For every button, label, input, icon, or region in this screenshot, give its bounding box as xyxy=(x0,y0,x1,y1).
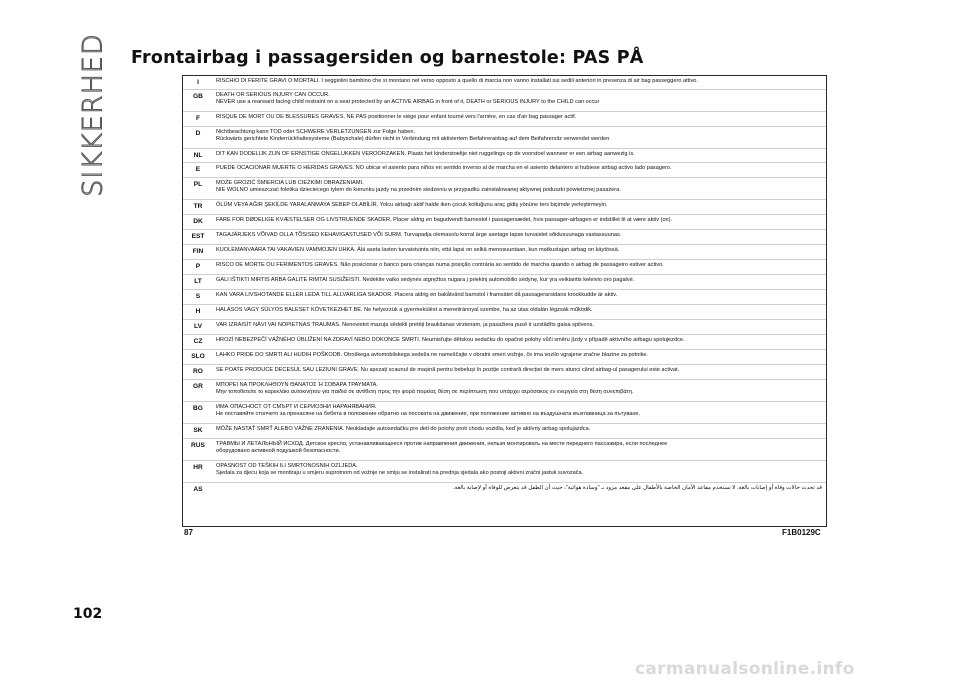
language-code: AS xyxy=(193,486,203,493)
language-row xyxy=(183,215,826,230)
language-row xyxy=(183,163,826,178)
warning-text-line: FARE FOR DØDELIGE KVÆSTELSER OG LIVSTRUENDE SKADER. Placer aldrig en bagudvendt barnestol i passagersædet, hvis passager-airbagen er indstillet til at være aktiv (on). xyxy=(216,217,673,223)
warning-text-line: DIT KAN DODELIJK ZIJN OF ERNSTIGE ONGELUKKEN VEROORZAKEN. Plaats het kinderstoeltje niet ruggelings op de voorstoel wanneer er een airbag aanwezig is. xyxy=(216,151,635,157)
warning-text xyxy=(213,275,826,289)
warning-text-line: Rückwärts gerichtete Kinderrückhaltesysteme (Babyschale) dürfen nicht in Verbindung mit aktiviertem Beifahrerairbag auf dem Beifahrersitz verwendet werden xyxy=(216,136,610,143)
warning-text-line: TAGAJÄRJEKS VÕIVAD OLLA TÕSISED KEHAVIGASTUSED VÕI SURM. Turvapadja olemasolu korral ärge asetage lapse turvaistet sõidusuunaga vastassuunas. xyxy=(216,232,622,238)
language-row xyxy=(183,305,826,320)
warning-text-line: GALI IŠTIKTI MIRTIS ARBA GALITE RIMTAI SUSIŽEISTI. Nedėkite vaiko sėdynės atgręžtos nugara į priekinį automobilio sėdynę, kur yra veikiantis keleivio oro pagalvė. xyxy=(216,277,635,283)
warning-text-line: VAR IZRAISĪT NĀVI VAI NOPIETNAS TRAUMAS. Nenovietot mazuļa sēdekli pretēji braukšanas virzienam, ja pasažiera pusē ir uzstādīts gaisa spilvens. xyxy=(216,322,594,328)
language-code: LV xyxy=(194,323,202,330)
language-code: S xyxy=(195,293,201,300)
language-row xyxy=(183,76,826,90)
warning-text xyxy=(213,335,826,349)
language-code: CZ xyxy=(193,338,203,345)
language-row xyxy=(183,275,826,290)
language-row xyxy=(183,90,826,112)
figure-page-reference: 87 xyxy=(184,528,193,537)
warning-text-line: Не поставяйте столчето за пренасяне на бебета в положение обратно на посоката на движение, при положение активно на въздушната възглавница за пътуване. xyxy=(216,411,641,418)
language-code: H xyxy=(195,308,201,315)
language-code: F xyxy=(195,115,201,122)
warning-text xyxy=(213,90,826,111)
warning-label-figure xyxy=(182,75,827,527)
language-code: LT xyxy=(194,278,202,285)
language-code: EST xyxy=(191,233,205,240)
warning-text-line: ÖLÜM VEYA AĞIR ŞEKİLDE YARALANMAYA SEBEP OLABİLİR. Yolcu airbağı aktif halde iken çocuk koltuğunu araç gidiş yönüne ters biçimde yerleştirmeyin. xyxy=(216,202,608,208)
language-row xyxy=(183,260,826,275)
warning-text xyxy=(213,76,826,89)
warning-text-line: RISCO DE MORTE OU FERIMENTOS GRAVES. Não posicionar o banco para crianças numa posição contrária ao sentido de marcha quando o airbag de passageiro estiver activo. xyxy=(216,262,664,268)
language-row xyxy=(183,112,826,127)
language-code: GR xyxy=(193,383,203,390)
language-code: GB xyxy=(193,93,203,100)
language-code: PL xyxy=(193,181,203,188)
page-title: Frontairbag i passagersiden og barnestole: PAS PÅ xyxy=(131,48,644,68)
language-code: E xyxy=(195,166,201,173)
warning-text xyxy=(213,149,826,162)
language-code: DK xyxy=(193,218,203,225)
warning-text xyxy=(213,260,826,274)
language-row xyxy=(183,320,826,335)
language-row xyxy=(183,335,826,350)
language-row xyxy=(183,402,826,424)
warning-text xyxy=(213,380,826,401)
language-code: NL xyxy=(193,152,203,159)
warning-text xyxy=(213,461,826,482)
language-code: TR xyxy=(193,203,203,210)
warning-text-line: ТРАВМЫ И ЛЕТАЛЬНЫЙ ИСХОД. Детское кресло, устанавливающееся против направления движения, нельзя монтировать на месте переднего пассажира, если последнее xyxy=(216,441,668,447)
language-row xyxy=(183,380,826,402)
warning-text-line: NEVER use a rearward facing child restraint on a seat protected by an ACTIVE AIRBAG in front of it, DEATH or SERIOUS INJURY to the CHILD can occur xyxy=(216,99,600,106)
warning-text-line: قد تحدث حالات وفاة أو إصابات بالغة. لا تستخدم مقاعد الأمان الخاصة بالأطفال على مقعد مزود بـ "وسادة هوائية"، حيث أن الطفل قد يتعرض للوفاة أو لإصابة بالغة. xyxy=(453,485,822,491)
warning-text xyxy=(213,402,826,423)
warning-text xyxy=(213,200,826,214)
language-code: HR xyxy=(193,464,203,471)
language-row xyxy=(183,424,826,439)
warning-text-line: LAHKO PRIDE DO SMRTI ALI HUDIH POŠKODB. Otroškega avtomobilskega sedeža ne nameščajte v obratni smeri vožnje, če ima vozilo vgrajene zračne blazine za potnike. xyxy=(216,352,649,358)
section-side-tab-label: SIKKERHED xyxy=(77,33,109,197)
warning-text-line: RISCHIO DI FERITE GRAVI O MORTALI. I seggiolini bambino che si montano nel verso opposto a quello di marcia non vanno installati sui sedili anteriori in presenza di air bag passeggero attivo. xyxy=(216,78,698,84)
language-code: BG xyxy=(193,405,203,412)
warning-text-line: Sjedala za djecu koja se montiraju u smjeru suprotnom od vožnje ne smiju se instalirati na prednja sjedala ako postoji aktivni zračni jastuk suvozača. xyxy=(216,470,584,477)
language-code: RUS xyxy=(191,442,205,449)
warning-text-line: MÔŽE NASTAŤ SMRŤ ALEBO VÁŽNE ZRANENIA. Neukladajte autosedačku pre deti do polohy proti chodu vozidla, keď je aktívny airbag spolujazdca. xyxy=(216,426,591,432)
warning-text-line: ΜΠΟΡΕΙ ΝΑ ΠΡΟΚΛΗΘΟΥΝ ΘΑΝΑΤΟΣ Ή ΣΟΒΑΡΑ ΤΡΑΥΜΑΤΑ. xyxy=(216,382,378,388)
language-row xyxy=(183,439,826,461)
warning-text xyxy=(213,178,826,199)
warning-text xyxy=(213,215,826,229)
warning-text-line: оборудовано активной подушкой безопасности. xyxy=(216,448,341,455)
language-row xyxy=(183,149,826,163)
language-row xyxy=(183,127,826,149)
language-code: P xyxy=(195,263,201,270)
warning-text-line: MOŻE GROZIĆ ŚMIERCIA LUB CIEŻKIMI OBRAŻENIAMI. xyxy=(216,180,364,186)
language-row xyxy=(183,230,826,245)
language-code: I xyxy=(197,79,199,86)
warning-text xyxy=(213,483,826,499)
warning-text xyxy=(213,245,826,259)
language-code: D xyxy=(195,130,201,137)
page-number: 102 xyxy=(73,606,103,622)
language-row xyxy=(183,365,826,380)
warning-text-line: PUEDE OCACIONAR MUERTE O HERIDAS GRAVES. NO ubicar el asiento para niños en sentido inverso al de marcha en el asiento delantero si hubiese airbag activo lado pasagero. xyxy=(216,165,672,171)
warning-text-line: DEATH OR SERIOUS INJURY CAN OCCUR. xyxy=(216,92,330,98)
warning-text xyxy=(213,305,826,319)
warning-text-line: OPASNOST OD TEŠKIH ILI SMRTONOSNIH OZLJEDA. xyxy=(216,463,358,469)
warning-text-line: SE POATE PRODUCE DECESUL SAU LEZIUNI GRAVE. Nu așezați scaunul de mașină pentru bebeluși în poziție contrară direcției de mers atunci când airbag-ul pasagerului este activat. xyxy=(216,367,680,373)
language-row xyxy=(183,200,826,215)
language-row xyxy=(183,461,826,483)
warning-text xyxy=(213,365,826,379)
figure-code: F1B0129C xyxy=(782,528,821,537)
warning-text-line: KUOLEMANVAARA TAI VAKAVIEN VAMMOJEN UHKA. Älä aseta lasten turvaistuinta niin, että lapsi on selkä menosuuntaan, kun matkustajan airbag on käytössä. xyxy=(216,247,620,253)
warning-text xyxy=(213,439,826,460)
warning-text xyxy=(213,163,826,177)
warning-text xyxy=(213,290,826,304)
language-code: SLO xyxy=(191,353,205,360)
language-row xyxy=(183,245,826,260)
language-row xyxy=(183,483,826,499)
warning-text xyxy=(213,112,826,126)
language-code: RO xyxy=(193,368,203,375)
section-side-tab xyxy=(77,33,109,197)
warning-text xyxy=(213,127,826,148)
warning-text-line: Nichtbeachtung kann TOD oder SCHWERE VERLETZUNGEN zur Folge haben. xyxy=(216,129,416,135)
warning-text xyxy=(213,424,826,438)
language-row xyxy=(183,350,826,365)
warning-text xyxy=(213,230,826,244)
warning-text-line: ИМА ОПАСНОСТ ОТ СМЪРТ И СЕРИОЗНИ НАРАНЯВАНИЯ. xyxy=(216,404,377,410)
warning-text-line: NIE WOLNO umieszczać foletika dzieciecego tylem do kierunku jazdy na przednim siedzeniu w przypadku zainstalowanej aktywnej poduszki powietrznej pasażera. xyxy=(216,187,621,194)
language-row xyxy=(183,290,826,305)
watermark-text: carmanualsonline.info xyxy=(635,659,855,679)
language-code: FIN xyxy=(192,248,204,255)
warning-text-line: HROZÍ NEBEZPEČÍ VÁŽNÉHO ÚBLÍŽENÍ NA ZDRAVÍ NEBO DOKONCE SMRTI. Neumisťujte dětskou sedačku do opačné polohy vůči směru jízdy v případě aktivního airbagu spolujezdce. xyxy=(216,337,685,343)
warning-text-line: HALÁSOS VAGY SÚLYOS BALESET KÖVETKEZHET BE. Ne helyezzük a gyermekülést a menetiránnyal szembe, ha az utas oldalán légzsák működik. xyxy=(216,307,593,313)
warning-text-line: Μην τοποθετείτε το καρεκλάκι αυτοκινήτου για παιδιά σε αντίθετη προς την φορά πορείας θέση σε περίπτωση που υπάρχει αερόσακος εν ενεργεία στη θέση συνεπιβάτη. xyxy=(216,389,634,396)
warning-text xyxy=(213,320,826,334)
language-row xyxy=(183,178,826,200)
warning-text xyxy=(213,350,826,364)
language-code: SK xyxy=(193,427,203,434)
warning-text-line: KAN VARA LIVSHOTANDE ELLER LEDA TILL ALLVARLIGA SKADOR. Placera aldrig en bakåtvänd barnstol i framsätet då passagerarsidans krockkudde är aktiv. xyxy=(216,292,618,298)
warning-text-line: RISQUE DE MORT OU DE BLESSURES GRAVES. NE PAS positionner le siège pour enfant tourné vers l'arrière, en cas d'air bag passager actif. xyxy=(216,114,577,120)
